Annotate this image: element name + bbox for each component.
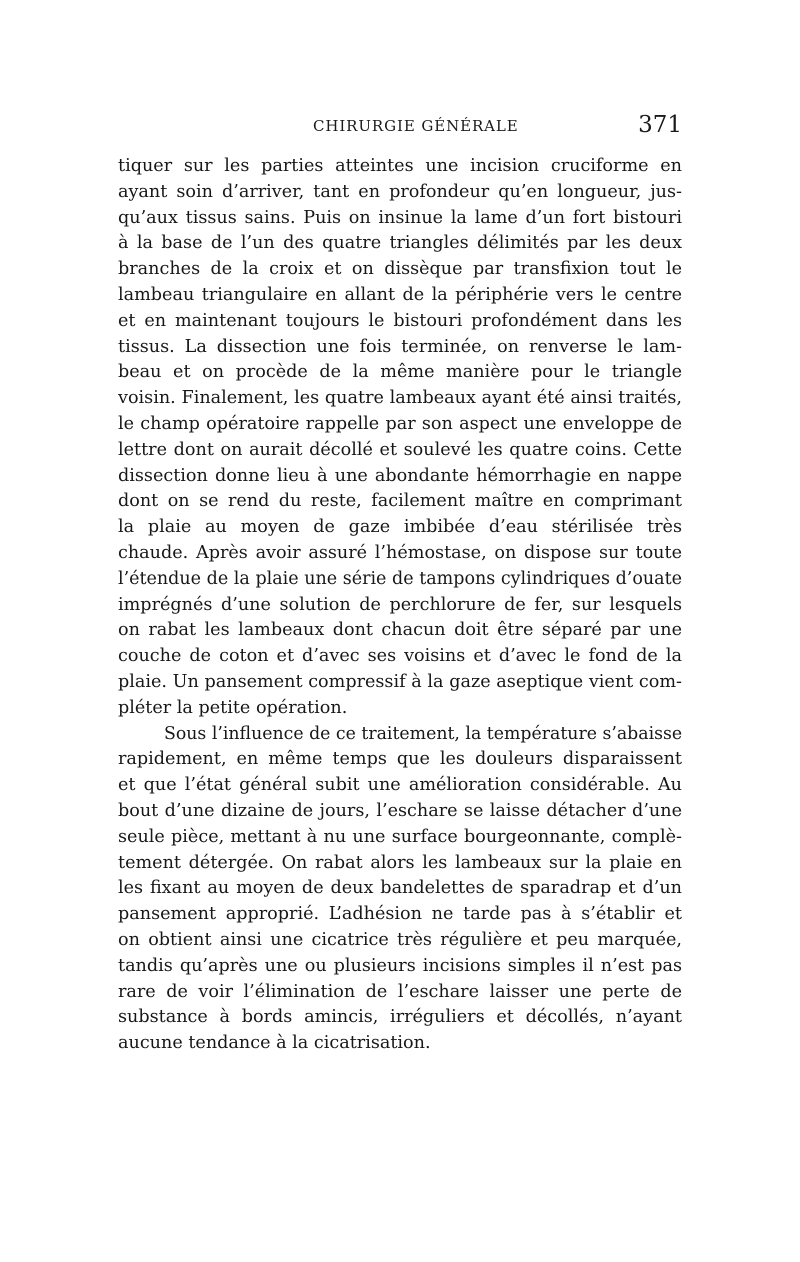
text-line: tiquer sur les parties atteintes une incision cruciforme en [118,156,682,176]
body-text [118,154,682,1057]
text-line: tissus. La dissection une fois terminée, on renverse le lam- [118,336,682,357]
text-line: tandis qu’après une ou plusieurs incisions simples il n’est pas [118,955,682,976]
page-number: 371 [638,112,682,138]
text-line: ayant soin d’arriver, tant en profondeur qu’en longueur, jus- [118,181,682,202]
text-line: pansement approprié. L’adhésion ne tarde pas à s’établir et [118,904,682,925]
text-line: et que l’état général subit une amélioration considérable. Au [118,775,682,796]
text-line: voisin. Finalement, les quatre lambeaux ayant été ainsi traités, [118,388,682,409]
text-line: et en maintenant toujours le bistouri profondément dans les [118,310,682,331]
text-line: Sous l’influence de ce traitement, la température s’abaisse [164,723,683,744]
text-line: rare de voir l’élimination de l’eschare laisser une perte de [118,981,682,1002]
text-line: chaude. Après avoir assuré l’hémostase, on dispose sur toute [118,542,682,563]
text-line: imprégnés d’une solution de perchlorure de fer, sur lesquels [118,594,682,615]
text-line: couche de coton et d’avec ses voisins et d’avec le fond de la [118,646,682,667]
text-line: à la base de l’un des quatre triangles délimités par les deux [118,233,682,254]
text-line: tement détergée. On rabat alors les lambeaux sur la plaie en [118,852,682,873]
text-line: beau et on procède de la même manière pour le triangle [118,362,682,383]
paragraph-1 [118,154,682,722]
running-head [118,112,682,142]
text-line: on obtient ainsi une cicatrice très régulière et peu marquée, [118,929,682,950]
text-line: dont on se rend du reste, facilement maître en comprimant [118,491,682,512]
paragraph-2 [118,722,682,1057]
text-line: substance à bords amincis, irréguliers et décollés, n’ayant [118,1007,682,1028]
text-line: plaie. Un pansement compressif à la gaze aseptique vient com- [118,671,682,692]
text-line: rapidement, en même temps que les douleurs disparaissent [118,749,682,770]
text-line: qu’aux tissus sains. Puis on insinue la lame d’un fort bistouri [118,207,682,228]
running-title: CHIRURGIE GÉNÉRALE [313,117,519,135]
text-line: aucune tendance à la cicatrisation. [118,1033,431,1054]
text-line: lettre dont on aurait décollé et soulevé les quatre coins. Cette [118,439,682,460]
text-line: lambeau triangulaire en allant de la périphérie vers le centre [118,284,682,305]
text-line: pléter la petite opération. [118,697,348,718]
text-line: la plaie au moyen de gaze imbibée d’eau stérilisée très [118,517,682,538]
text-line: le champ opératoire rappelle par son aspect une enveloppe de [118,413,682,434]
text-line: on rabat les lambeaux dont chacun doit être séparé par une [118,620,682,641]
text-line: les fixant au moyen de deux bandelettes de sparadrap et d’un [118,878,682,899]
text-line: dissection donne lieu à une abondante hémorrhagie en nappe [118,465,682,486]
text-line: branches de la croix et on dissèque par transfixion tout le [118,259,682,280]
text-line: l’étendue de la plaie une série de tampons cylindriques d’ouate [118,568,682,589]
text-line: bout d’une dizaine de jours, l’eschare se laisse détacher d’une [118,800,682,821]
text-line: seule pièce, mettant à nu une surface bourgeonnante, complè- [118,826,682,847]
